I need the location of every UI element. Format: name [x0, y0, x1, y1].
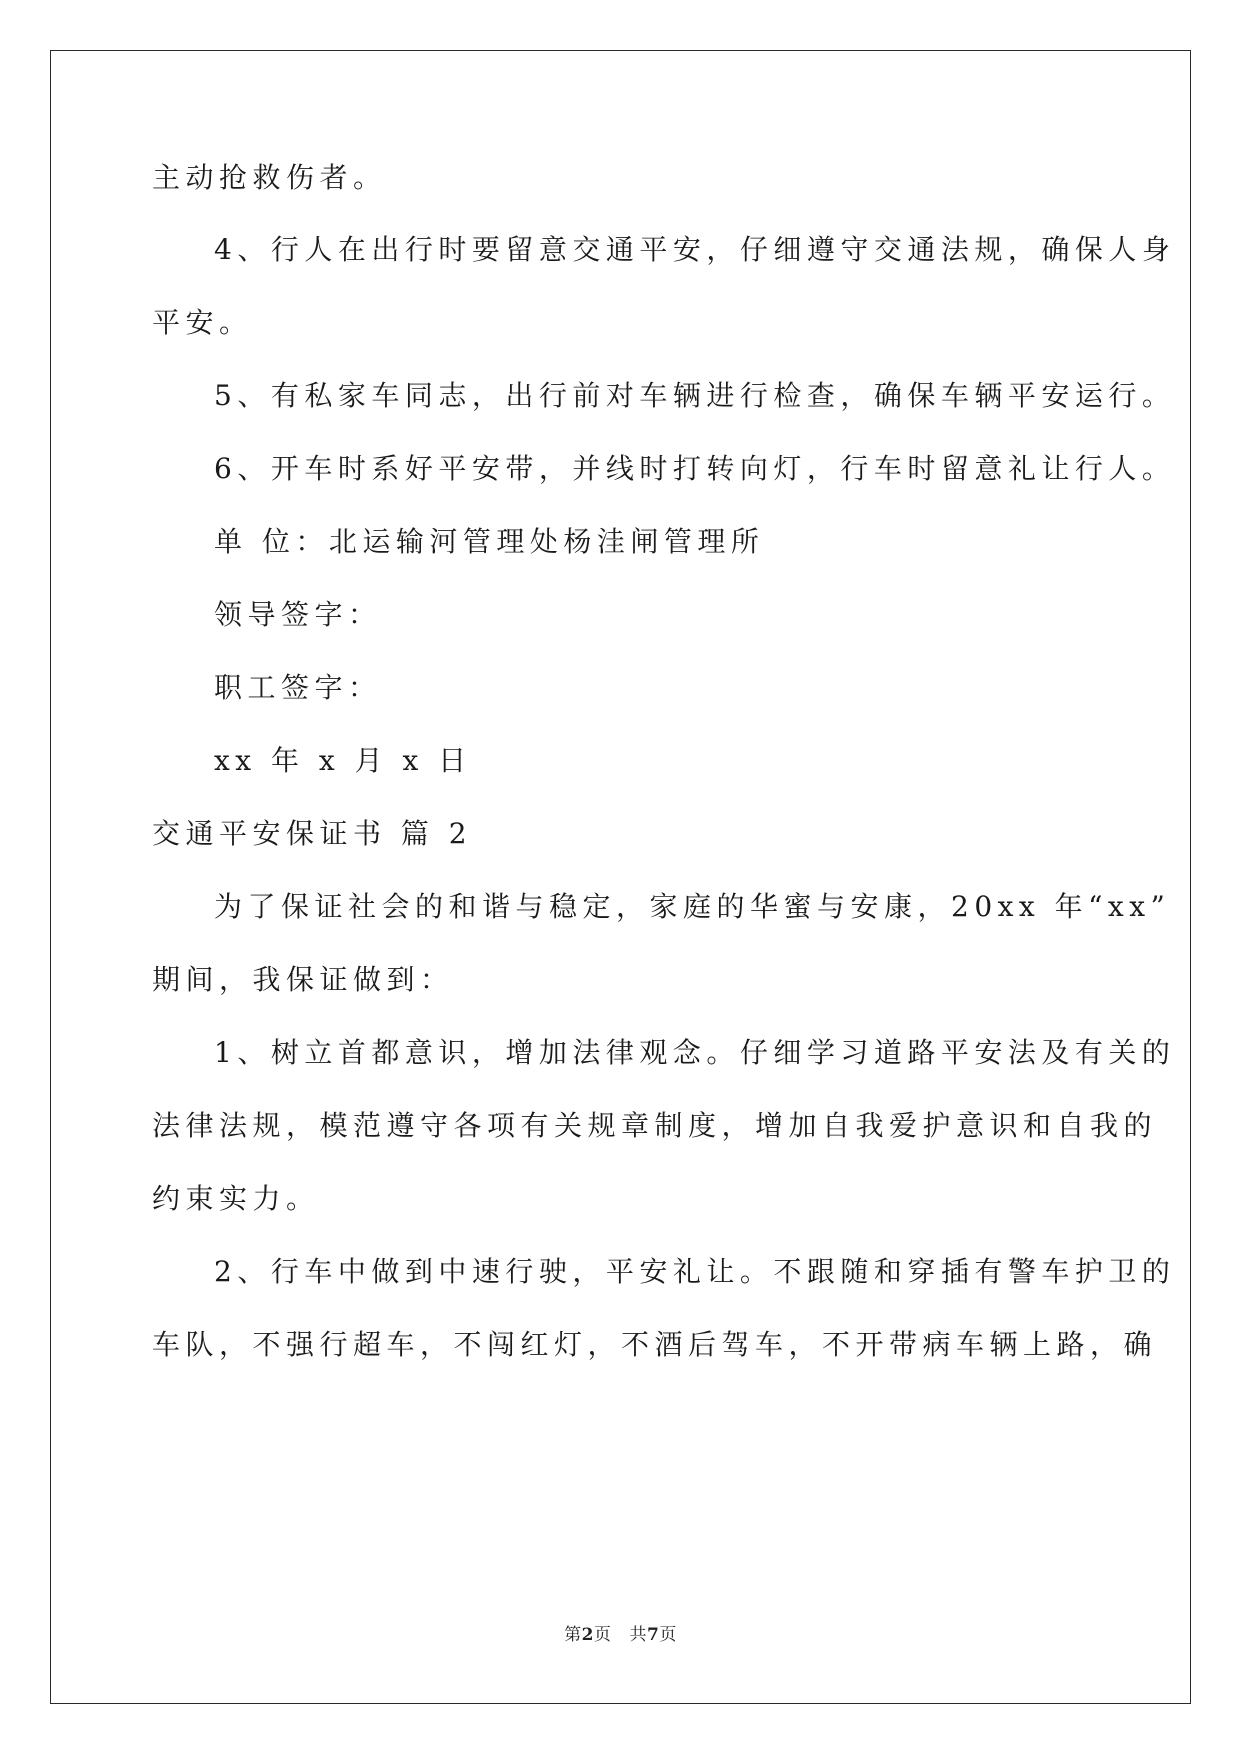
- text-line: 6、开车时系好平安带，并线时打转向灯，行车时留意礼让行人。: [214, 452, 1176, 485]
- leader-signature-line: 领导签字：: [214, 598, 382, 631]
- page-prefix: 第: [564, 1625, 582, 1645]
- text-line: 平安。: [152, 306, 253, 339]
- total-pages: 7: [647, 1625, 660, 1645]
- text-line: 2、行车中做到中速行驶，平安礼让。不跟随和穿插有警车护卫的: [214, 1255, 1176, 1288]
- text-line: 法律法规，模范遵守各项有关规章制度，增加自我爱护意识和自我的: [152, 1109, 1158, 1142]
- text-line: 5、有私家车同志，出行前对车辆进行检查，确保车辆平安运行。: [214, 379, 1176, 412]
- total-suffix: 页: [659, 1625, 677, 1645]
- text-line: 4、行人在出行时要留意交通平安，仔细遵守交通法规，确保人身: [214, 233, 1176, 266]
- date-line: xx 年 x 月 x 日: [214, 744, 472, 777]
- text-line: 1、树立首都意识，增加法律观念。仔细学习道路平安法及有关的: [214, 1036, 1176, 1069]
- text-line: 车队，不强行超车，不闯红灯，不酒后驾车，不开带病车辆上路，确: [152, 1328, 1158, 1361]
- total-prefix: 共: [629, 1625, 647, 1645]
- section-heading: 交通平安保证书 篇 2: [152, 817, 473, 850]
- text-line: 约束实力。: [152, 1182, 320, 1215]
- text-line: 期间，我保证做到：: [152, 963, 454, 996]
- staff-signature-line: 职工签字：: [214, 671, 382, 704]
- text-line: 主动抢救伤者。: [152, 161, 387, 194]
- page-border: [50, 50, 1191, 1704]
- page-footer: [0, 1620, 1241, 1645]
- text-line: 为了保证社会的和谐与稳定，家庭的华蜜与安康，20xx 年“xx”: [214, 890, 1171, 923]
- page-number: 2: [581, 1625, 594, 1645]
- page-suffix: 页: [594, 1625, 612, 1645]
- unit-line: 单 位：北运输河管理处杨洼闸管理所: [214, 525, 765, 558]
